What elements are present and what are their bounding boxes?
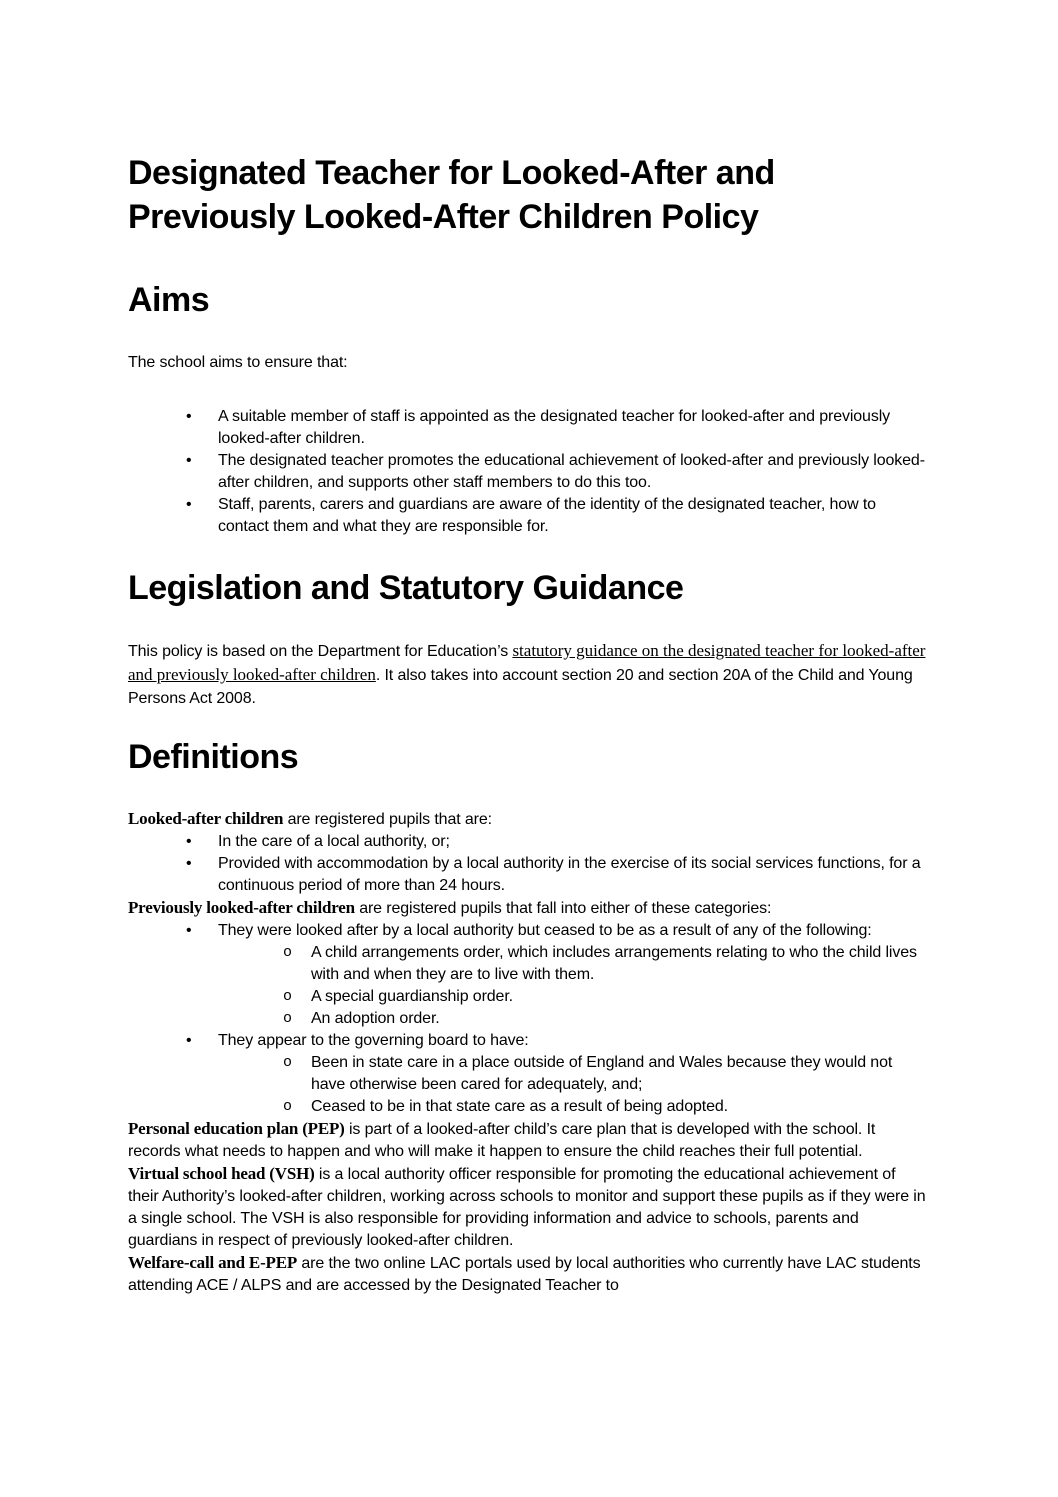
list-item-text: A suitable member of staff is appointed as the designated teacher for looked-after and previously looked-after children. [218, 408, 891, 447]
definitions-body [128, 808, 930, 1297]
statutory-guidance-link[interactable]: statutory guidance on the designated teacher for looked-after and previously looked-after children [128, 641, 926, 684]
aims-intro: The school aims to ensure that: [128, 354, 348, 371]
definition-text: is a local authority officer responsible for promoting the educational achievement of their Authority’s looked-after children, working across schools to monitor and support these pupils as if they were in a single school. The VSH is also responsible for providing information and advice to schools, parents and guardians in respect of previously looked-after children. [128, 1166, 926, 1249]
bullet-marker: • [186, 1032, 192, 1049]
definition-term: Personal education plan (PEP) [128, 1119, 345, 1138]
aims-heading: Aims [128, 281, 210, 319]
definition-text: are registered pupils that are: [283, 811, 492, 828]
definition-welfare-call [128, 1252, 930, 1297]
sub-list-item-text: An adoption order. [311, 1010, 440, 1027]
definition-text: are the two online LAC portals used by local authorities who currently have LAC students attending ACE / ALPS and are accessed by the Designated Teacher to [128, 1255, 921, 1294]
definition-term: Looked-after children [128, 809, 284, 828]
bullet-marker: • [186, 496, 192, 513]
list-item [186, 831, 930, 853]
definition-previously-looked-after [128, 897, 930, 920]
list-item-text: They were looked after by a local authority but ceased to be as a result of any of the following: [218, 922, 872, 939]
legislation-text-before: This policy is based on the Department for Education’s [128, 643, 513, 660]
bullet-marker: • [186, 452, 192, 469]
sub-list-item-text: A special guardianship order. [311, 988, 513, 1005]
sub-list-item-text: Ceased to be in that state care as a result of being adopted. [311, 1098, 728, 1115]
list-item [186, 450, 930, 494]
bullet-marker: • [186, 408, 192, 425]
list-item [186, 1030, 930, 1052]
definitions-heading: Definitions [128, 738, 299, 776]
bullet-marker: • [186, 833, 192, 850]
definition-text: are registered pupils that fall into either of these categories: [354, 900, 772, 917]
sub-list-item [283, 942, 930, 986]
definition-text: is part of a looked-after child’s care plan that is developed with the school. It records what needs to happen and who will make it happen to ensure the child reaches their full potential. [128, 1121, 876, 1160]
sub-list-item [283, 1096, 930, 1118]
circle-bullet-marker: o [283, 1098, 292, 1115]
legislation-paragraph [128, 639, 930, 710]
circle-bullet-marker: o [283, 1010, 292, 1027]
sub-list-item-text: Been in state care in a place outside of England and Wales because they would not have otherwise been cared for adequately, and; [311, 1054, 893, 1093]
list-item [186, 920, 930, 942]
sub-list-item [283, 1008, 930, 1030]
definition-term: Welfare-call and E-PEP [128, 1253, 298, 1272]
circle-bullet-marker: o [283, 944, 292, 961]
bullet-marker: • [186, 855, 192, 872]
legislation-text-after: . It also takes into account section 20 and section 20A of the Child and Young Persons Act 2008. [128, 667, 913, 707]
list-item-text: In the care of a local authority, or; [218, 833, 450, 850]
bullet-marker: • [186, 922, 192, 939]
legislation-heading: Legislation and Statutory Guidance [128, 569, 684, 607]
list-item-text: They appear to the governing board to have: [218, 1032, 529, 1049]
definition-looked-after [128, 808, 930, 831]
definition-vsh [128, 1163, 930, 1252]
document-page [128, 0, 930, 1297]
definition-term: Previously looked-after children [128, 898, 355, 917]
list-item [186, 494, 930, 538]
list-item [186, 406, 930, 450]
sub-list-item [283, 1052, 930, 1096]
circle-bullet-marker: o [283, 988, 292, 1005]
circle-bullet-marker: o [283, 1054, 292, 1071]
aims-bullet-list [128, 406, 930, 538]
list-item-text: Staff, parents, carers and guardians are aware of the identity of the designated teacher, how to contact them and what they are responsible for. [218, 496, 876, 535]
sub-list-item-text: A child arrangements order, which includes arrangements relating to who the child lives with and when they are to live with them. [311, 944, 917, 983]
list-item [186, 853, 930, 897]
definition-pep [128, 1118, 930, 1163]
list-item-text: The designated teacher promotes the educational achievement of looked-after and previously looked-after children, and supports other staff members to do this too. [218, 452, 925, 491]
sub-list-item [283, 986, 930, 1008]
document-title: Designated Teacher for Looked-After and Previously Looked-After Children Policy [128, 154, 775, 236]
definition-term: Virtual school head (VSH) [128, 1164, 315, 1183]
list-item-text: Provided with accommodation by a local authority in the exercise of its social services functions, for a continuous period of more than 24 hours. [218, 855, 921, 894]
